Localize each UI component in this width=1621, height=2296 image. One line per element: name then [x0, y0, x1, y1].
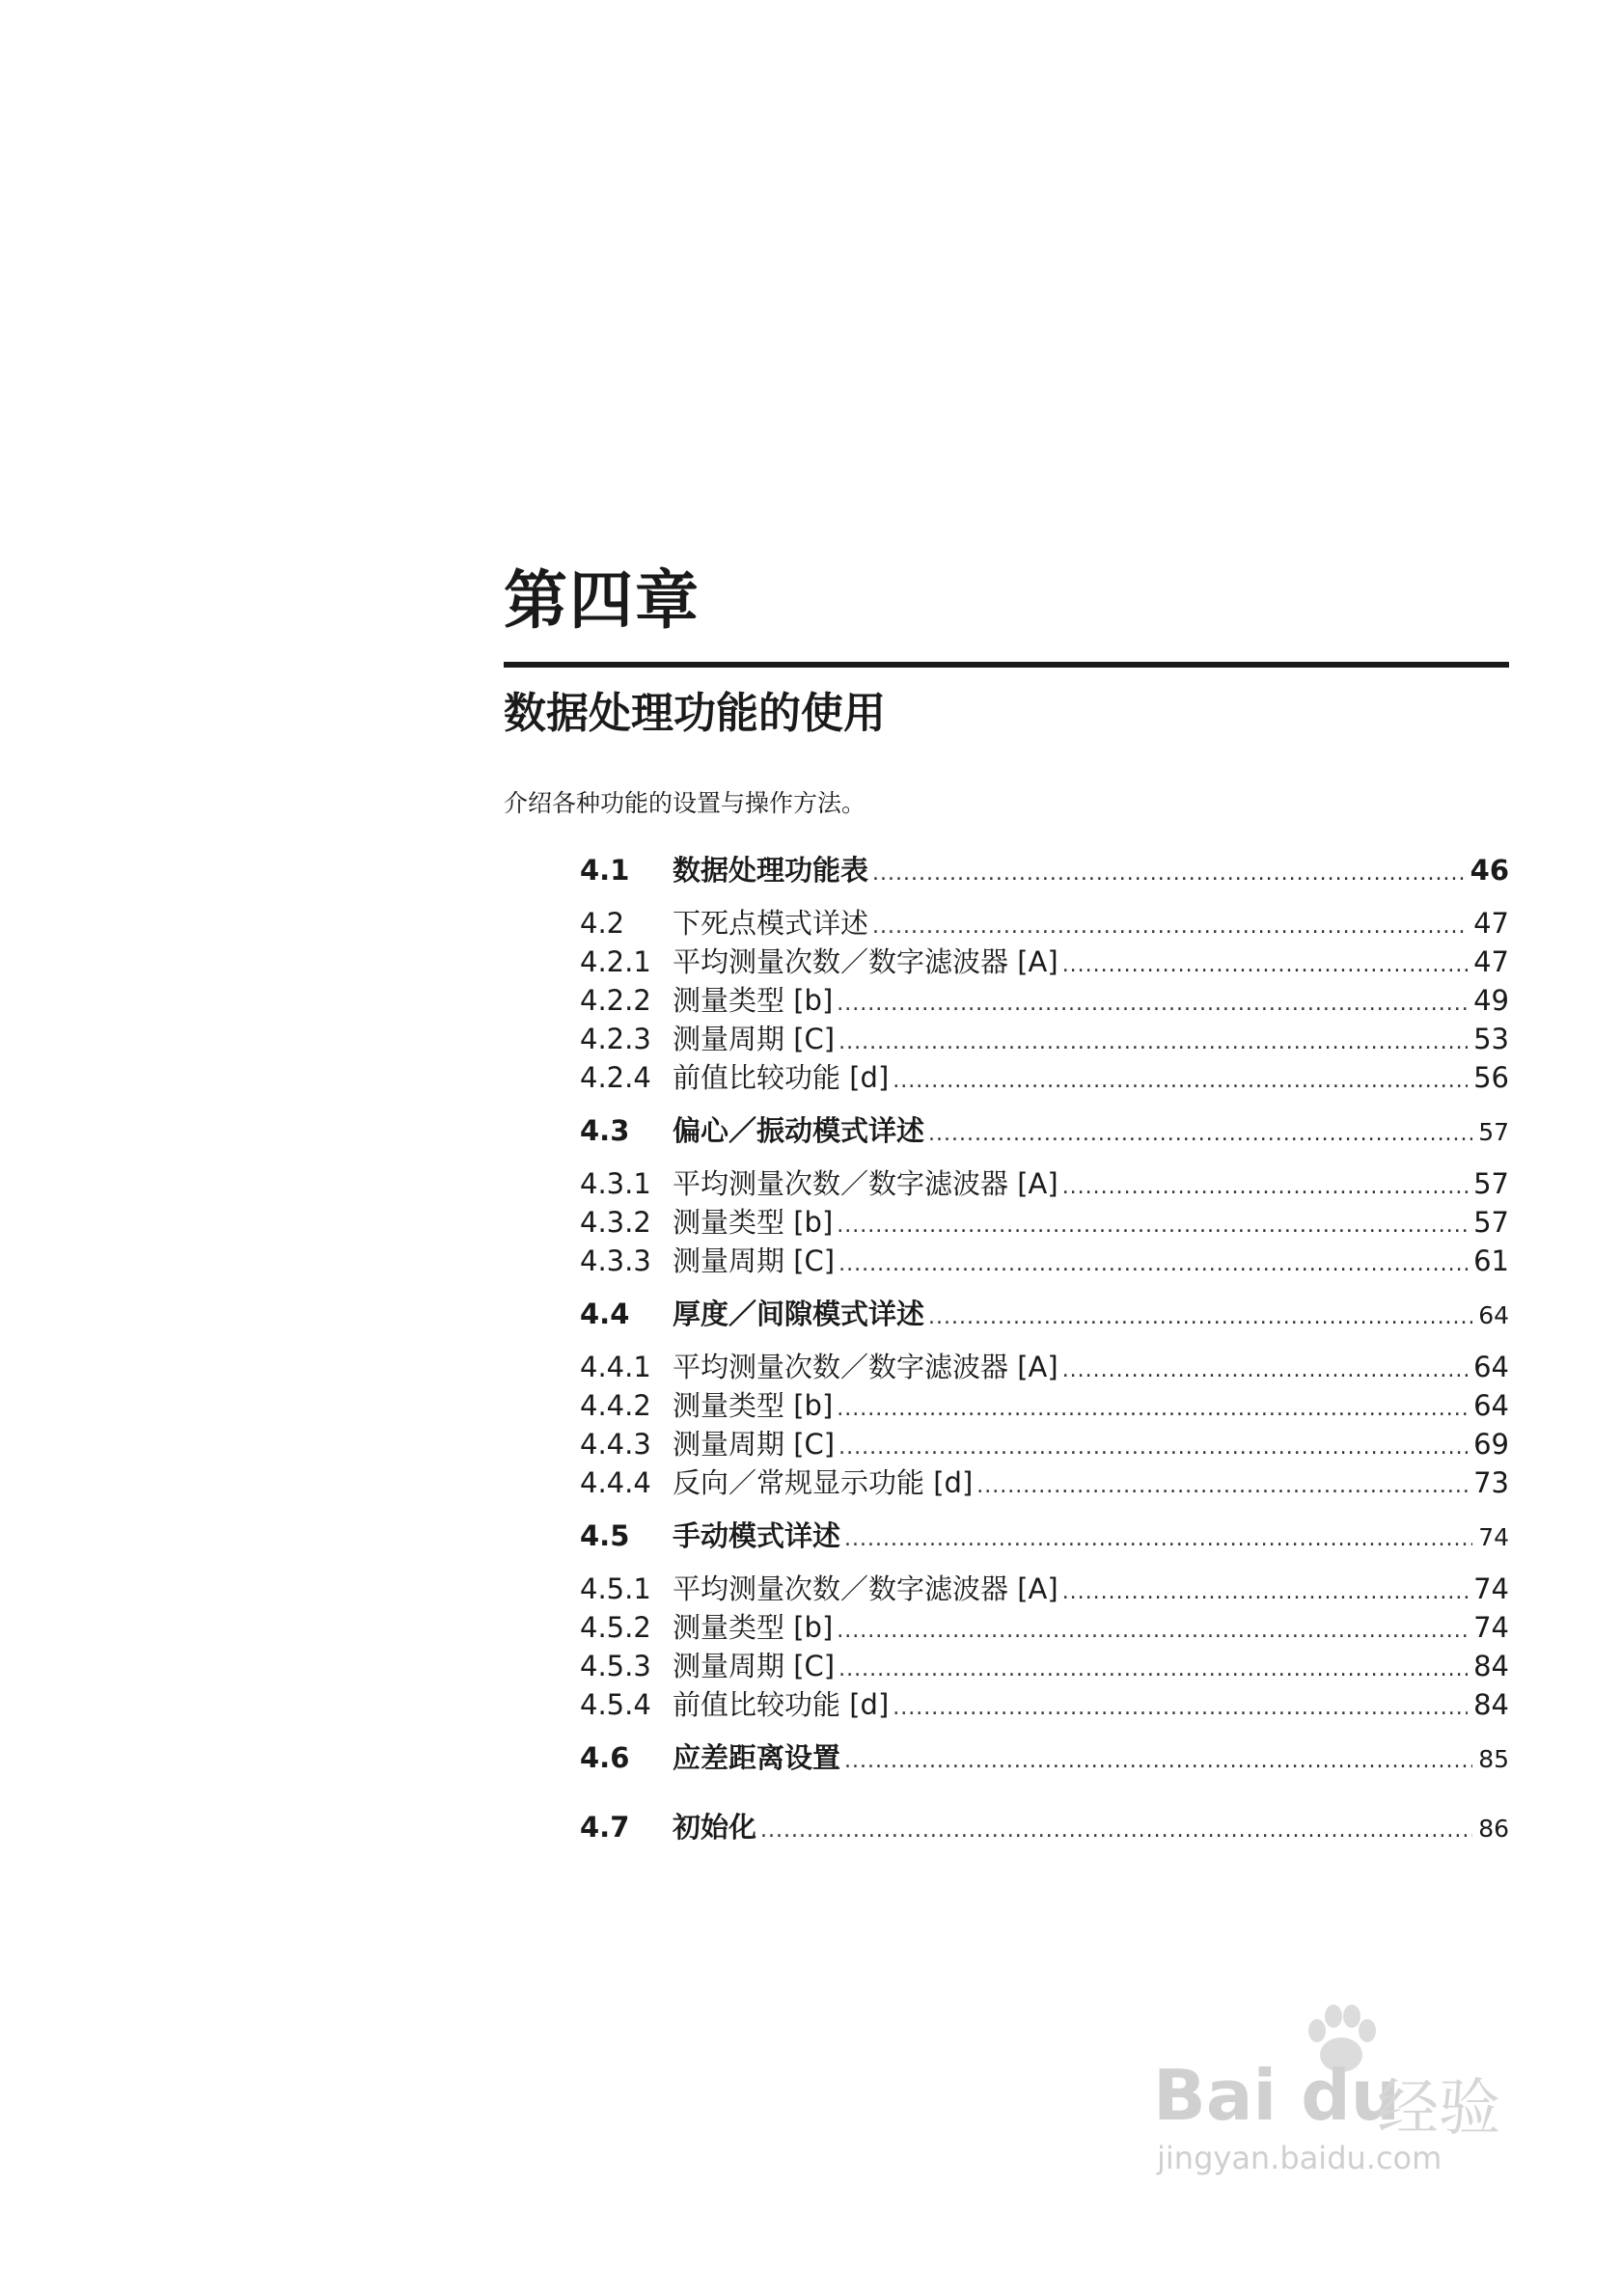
toc-entry-4-3-2[interactable] — [580, 1201, 1509, 1241]
toc-number: 4.5.1 — [580, 1572, 651, 1605]
toc-number: 4.2.1 — [580, 945, 651, 978]
chapter-divider — [504, 662, 1509, 668]
toc-page: 74 — [1473, 1572, 1509, 1605]
toc-leader — [928, 1298, 1472, 1330]
toc-leader — [976, 1466, 1468, 1499]
baidu-watermark — [1153, 2026, 1539, 2180]
toc-entry-4-3-3[interactable] — [580, 1240, 1509, 1279]
toc-entry-4-3-1[interactable] — [580, 1162, 1509, 1202]
toc-leader — [928, 1114, 1472, 1147]
toc-number: 4.5.4 — [580, 1688, 651, 1721]
toc-title: 前值比较功能 [d] — [673, 1061, 890, 1094]
toc-page: 47 — [1473, 945, 1509, 978]
toc-entry-4-4[interactable] — [580, 1293, 1509, 1332]
toc-page: 53 — [1473, 1023, 1509, 1055]
toc-number: 4.4.1 — [580, 1351, 651, 1383]
toc-title: 测量类型 [b] — [673, 1611, 834, 1644]
toc-page: 64 — [1473, 1389, 1509, 1422]
toc-entry-4-4-2[interactable] — [580, 1384, 1509, 1424]
toc-leader — [893, 1061, 1468, 1094]
toc-page: 73 — [1473, 1466, 1509, 1499]
chapter-title: 第四章 — [504, 563, 701, 638]
toc-leader — [838, 1428, 1468, 1461]
toc-number: 4.5.3 — [580, 1650, 651, 1682]
toc-page: 84 — [1473, 1650, 1509, 1682]
toc-number: 4.4.2 — [580, 1389, 651, 1422]
toc-title: 前值比较功能 [d] — [673, 1688, 890, 1721]
toc-entry-4-2[interactable] — [580, 902, 1509, 942]
toc-title: 测量类型 [b] — [673, 1389, 834, 1422]
toc-leader — [837, 1206, 1468, 1239]
toc-entry-4-3[interactable] — [580, 1109, 1509, 1149]
toc-number: 4.7 — [580, 1811, 630, 1844]
toc-entry-4-2-1[interactable] — [580, 941, 1509, 980]
toc-page: 86 — [1478, 1815, 1509, 1843]
watermark-cn: 经验 — [1377, 2073, 1500, 2145]
toc-entry-4-2-3[interactable] — [580, 1018, 1509, 1057]
toc-number: 4.3.1 — [580, 1167, 651, 1200]
toc-title: 测量周期 [C] — [673, 1650, 836, 1682]
toc-number: 4.2.3 — [580, 1023, 651, 1055]
watermark-url: jingyan.baidu.com — [1157, 2140, 1442, 2176]
toc-page: 64 — [1473, 1351, 1509, 1383]
toc-leader — [893, 1688, 1468, 1721]
toc-page: 69 — [1473, 1428, 1509, 1461]
toc-entry-4-5-4[interactable] — [580, 1683, 1509, 1723]
toc-page: 84 — [1473, 1688, 1509, 1721]
toc-entry-4-5-2[interactable] — [580, 1606, 1509, 1646]
toc-leader — [838, 1650, 1468, 1682]
toc-page: 57 — [1478, 1118, 1509, 1146]
toc-leader — [838, 1023, 1468, 1055]
toc-page: 57 — [1473, 1206, 1509, 1239]
toc-title: 测量类型 [b] — [673, 1206, 834, 1239]
toc-leader — [1062, 1167, 1468, 1200]
toc-number: 4.3.2 — [580, 1206, 651, 1239]
chapter-header — [504, 563, 1509, 820]
toc-title: 厚度／间隙模式详述 — [673, 1298, 925, 1330]
toc-leader — [872, 854, 1465, 887]
toc-title: 下死点模式详述 — [673, 907, 869, 940]
toc-entry-4-2-2[interactable] — [580, 979, 1509, 1019]
toc-leader — [837, 1389, 1468, 1422]
toc-title: 手动模式详述 — [673, 1519, 841, 1552]
toc-title: 数据处理功能表 — [673, 854, 869, 887]
toc-number: 4.2.2 — [580, 984, 651, 1017]
toc-title: 测量类型 [b] — [673, 984, 834, 1017]
toc-leader — [1062, 1572, 1468, 1605]
toc-page: 57 — [1473, 1167, 1509, 1200]
toc-number: 4.4 — [580, 1298, 630, 1330]
toc-title: 平均测量次数／数字滤波器 [A] — [673, 945, 1058, 978]
toc-entry-4-5[interactable] — [580, 1515, 1509, 1554]
toc-page: 74 — [1473, 1611, 1509, 1644]
watermark-logo: Bai du — [1153, 2055, 1401, 2136]
toc-page: 47 — [1473, 907, 1509, 940]
toc-number: 4.5 — [580, 1519, 630, 1552]
chapter-subtitle: 数据处理功能的使用 — [504, 689, 886, 738]
toc-title: 初始化 — [673, 1811, 757, 1844]
toc-number: 4.5.2 — [580, 1611, 651, 1644]
toc-page: 61 — [1473, 1244, 1509, 1277]
toc-number: 4.4.3 — [580, 1428, 651, 1461]
toc-number: 4.2.4 — [580, 1061, 651, 1094]
toc-number: 4.2 — [580, 907, 625, 940]
chapter-intro: 介绍各种功能的设置与操作方法。 — [504, 789, 866, 817]
toc-title: 应差距离设置 — [673, 1741, 841, 1774]
toc-entry-4-6[interactable] — [580, 1736, 1509, 1776]
toc-title: 测量周期 [C] — [673, 1023, 836, 1055]
toc-page: 85 — [1478, 1745, 1509, 1773]
toc-title: 测量周期 [C] — [673, 1428, 836, 1461]
toc-number: 4.3.3 — [580, 1244, 651, 1277]
toc-leader — [844, 1519, 1472, 1552]
toc-number: 4.4.4 — [580, 1466, 651, 1499]
toc-leader — [837, 984, 1468, 1017]
toc-title: 反向／常规显示功能 [d] — [673, 1466, 974, 1499]
toc-leader — [837, 1611, 1468, 1644]
toc-entry-4-7[interactable] — [580, 1806, 1509, 1845]
toc-page: 64 — [1478, 1301, 1509, 1329]
toc-entry-4-5-1[interactable] — [580, 1568, 1509, 1607]
toc-entry-4-5-3[interactable] — [580, 1645, 1509, 1684]
toc-page: 56 — [1473, 1061, 1509, 1094]
toc-leader — [760, 1811, 1472, 1844]
toc-leader — [872, 907, 1468, 940]
toc-number: 4.1 — [580, 854, 630, 887]
toc-page: 46 — [1470, 854, 1509, 887]
toc-number: 4.6 — [580, 1741, 630, 1774]
toc-page: 74 — [1478, 1523, 1509, 1551]
toc-leader — [1062, 1351, 1468, 1383]
toc-title: 测量周期 [C] — [673, 1244, 836, 1277]
toc-entry-4-4-1[interactable] — [580, 1346, 1509, 1385]
toc-page: 49 — [1473, 984, 1509, 1017]
toc-entry-4-4-4[interactable] — [580, 1462, 1509, 1501]
toc-title: 平均测量次数／数字滤波器 [A] — [673, 1572, 1058, 1605]
toc-entry-4-1[interactable] — [580, 849, 1509, 888]
toc-entry-4-4-3[interactable] — [580, 1423, 1509, 1462]
toc-title: 平均测量次数／数字滤波器 [A] — [673, 1351, 1058, 1383]
toc-title: 平均测量次数／数字滤波器 [A] — [673, 1167, 1058, 1200]
toc-leader — [838, 1244, 1468, 1277]
toc-leader — [844, 1741, 1472, 1774]
toc-leader — [1062, 945, 1468, 978]
toc-entry-4-2-4[interactable] — [580, 1056, 1509, 1096]
toc-title: 偏心／振动模式详述 — [673, 1114, 925, 1147]
toc-number: 4.3 — [580, 1114, 630, 1147]
